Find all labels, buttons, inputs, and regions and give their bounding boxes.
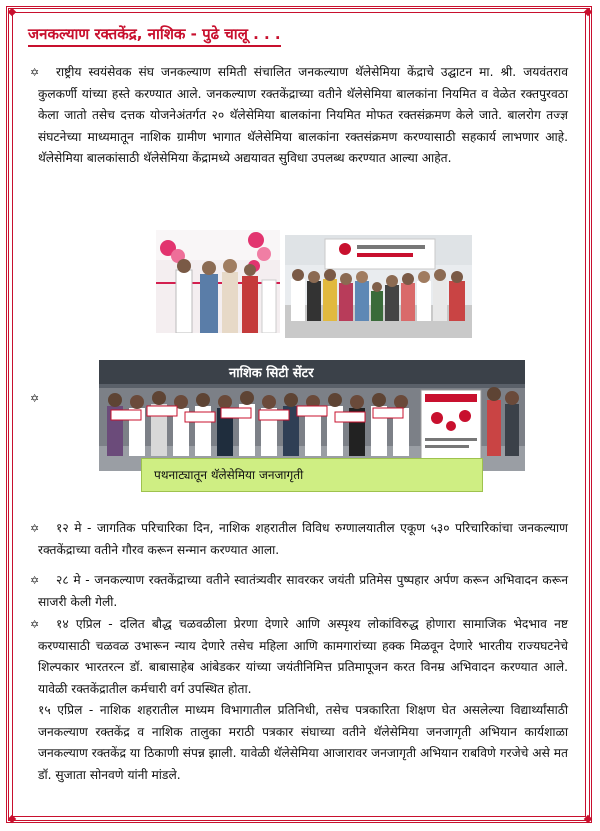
bullet-icon: ✡ bbox=[30, 574, 40, 587]
corner-ornament bbox=[3, 810, 21, 828]
corner-ornament bbox=[579, 810, 597, 828]
corner-ornament bbox=[579, 3, 597, 21]
apr15-paragraph: १५ एप्रिल - नाशिक शहरातील माध्यम विभागातील प्रतिनिधी, तसेच पत्रकारिता शिक्षण घेत असलेल्या विद्यार्थ्यांसाठी जनकल्याण रक्तकेंद्र व नाशिक तालुका मराठी पत्रकार संघाच्या वतीने थॅलेसेमिया जनजागृती अभियान कार्यशाळा जनकल्याण रक्तकेंद्र या ठिकाणी संपन्न झाली. यावेळी थॅलेसेमिया आजारावर जनजागृती अभियान राबविणे गरजेचे असे मत डॉ. सुजाता सोनवणे यांनी मांडले. bbox=[38, 703, 568, 782]
may12-paragraph: १२ मे - जागतिक परिचारिका दिन, नाशिक शहरातील विविध रुग्णालयातील एकूण ५३० परिचारिकांचा जनकल्याण रक्तकेंद्राच्या वतीने गौरव करून सन्मान करण्यात आला. bbox=[38, 521, 568, 557]
may28-paragraph: २८ मे - जनकल्याण रक्तकेंद्राच्या वतीने स्वातंत्र्यवीर सावरकर जयंती प्रतिमेस पुष्पहार अर्पण करून अभिवादन करून साजरी केली गेली. bbox=[38, 573, 568, 609]
bullet-icon: ✡ bbox=[30, 66, 40, 79]
bullet-icon: ✡ bbox=[30, 618, 40, 631]
photo-caption: पथनाट्यातून थॅलेसेमिया जनजागृती bbox=[141, 458, 483, 492]
group-photo-thalassemia-centre bbox=[285, 235, 472, 338]
apr14-paragraph: १४ एप्रिल - दलित बौद्ध चळवळीला प्रेरणा देणारे आणि अस्पृश्य लोकांविरुद्ध होणारा सामाजिक भेदभाव नष्ट करण्यासाठी चळवळ उभारून न्याय देणारे तसेच महिला आणि कामगारांच्या हक्क मिळवून देणारे भारतीय राज्यघटनेचे शिल्पकार भारतरत्न डॉ. बाबासाहेब आंबेडकर यांच्या जयंतीनिमित्त प्रतिमापूजन करत विनम्र अभिवादन करण्यात आले. यावेळी रक्तकेंद्रातील कर्मचारी वर्ग उपस्थित होता. bbox=[38, 617, 568, 696]
intro-paragraph: राष्ट्रीय स्वयंसेवक संघ जनकल्याण समिती संचालित जनकल्याण थॅलेसेमिया केंद्राचे उद्घाटन मा. श्री. जयवंतराव कुलकर्णी यांच्या हस्ते करण्यात आले. जनकल्याण रक्तकेंद्राच्या वतीने थॅलेसेमिया बालकांना नियमित व वेळेत रक्तपुरवठा केला जातो तसेच दत्तक योजनेअंतर्गत २० थॅलेसेमिया बालकांना नियमित मोफत रक्तसंक्रमण केले जाते. बालरोग तज्ज्ञ संघटनेच्या माध्यमातून नाशिक ग्रामीण भागात थॅलेसेमिया बालकांना रक्तसंक्रमण करण्यासाठी सहकार्य लाभणार आहे. थॅलेसेमिया बालकांसाठी थॅलेसेमिया केंद्रामध्ये अद्ययावत सुविधा उपलब्ध करण्यात आल्या आहेत. bbox=[38, 65, 568, 166]
photo-banner-sign: नाशिक सिटी सेंटर bbox=[229, 366, 314, 381]
street-play-awareness-photo bbox=[99, 360, 525, 471]
bullet-icon: ✡ bbox=[30, 522, 40, 535]
page-title: जनकल्याण रक्तकेंद्र, नाशिक - पुढे चालू . . . bbox=[28, 24, 281, 47]
corner-ornament bbox=[3, 3, 21, 21]
bullet-icon: ✡ bbox=[30, 392, 40, 405]
ribbon-cutting-photo bbox=[156, 230, 280, 333]
